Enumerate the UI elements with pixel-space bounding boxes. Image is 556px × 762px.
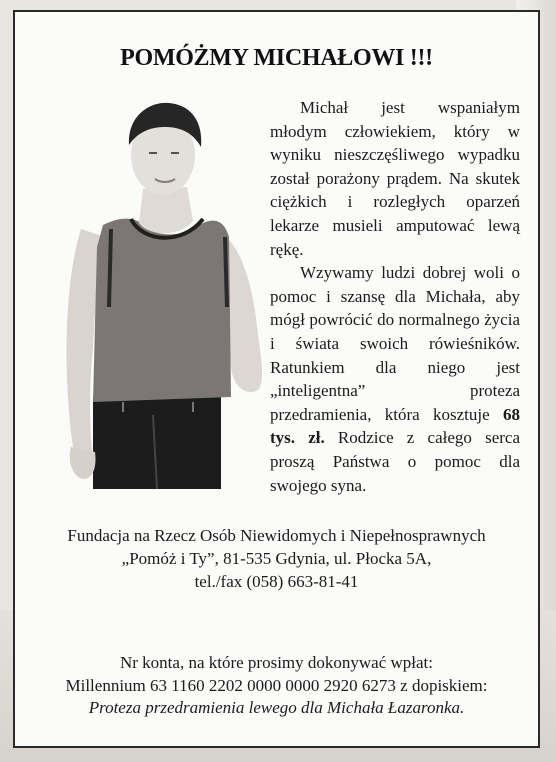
foundation-address	[15, 524, 538, 593]
account-number: Millennium 63 1160 2202 0000 0000 2920 6273 z dopiskiem:	[65, 675, 488, 695]
account-intro: Nr konta, na które prosimy dokonywać wpłat:	[119, 653, 433, 672]
payment-dedication: Proteza przedramienia lewego dla Michała Łazaronka.	[88, 698, 465, 717]
appeal-paragraph-2	[270, 261, 520, 497]
appeal-paragraph-2-start: Wzywamy ludzi dobrej woli o pomoc i szansę dla Michała, aby mógł powrócić do normalnego życia i świata swoich rówieśników. Ratunkiem dla niego jest „inteligentna” proteza przedramienia, która kosztuje	[270, 263, 520, 424]
foundation-phone: tel./fax (058) 663-81-41	[194, 572, 359, 591]
person-photo	[53, 97, 263, 489]
prosthesis-cost: 68 tys. zł.	[270, 404, 520, 448]
bank-account-section	[15, 652, 538, 720]
appeal-text	[270, 96, 520, 497]
foundation-name: Fundacja na Rzecz Osób Niewidomych i Niepełnosprawnych	[67, 526, 486, 545]
appeal-paragraph-2-end: Rodzice z całego serca proszą Państwa o pomoc dla swojego syna.	[270, 428, 520, 495]
appeal-card	[13, 10, 540, 748]
appeal-paragraph-1: Michał jest wspaniałym młodym człowiekiem, który w wyniku nieszczęśliwego wypadku został porażony prądem. Na skutek ciężkich i rozległych oparzeń lekarze musieli amputować lewą rękę.	[270, 98, 520, 259]
foundation-street: „Pomóż i Ty”, 81-535 Gdynia, ul. Płocka 5A,	[121, 549, 432, 568]
page-title: POMÓŻMY MICHAŁOWI !!!	[120, 45, 433, 71]
